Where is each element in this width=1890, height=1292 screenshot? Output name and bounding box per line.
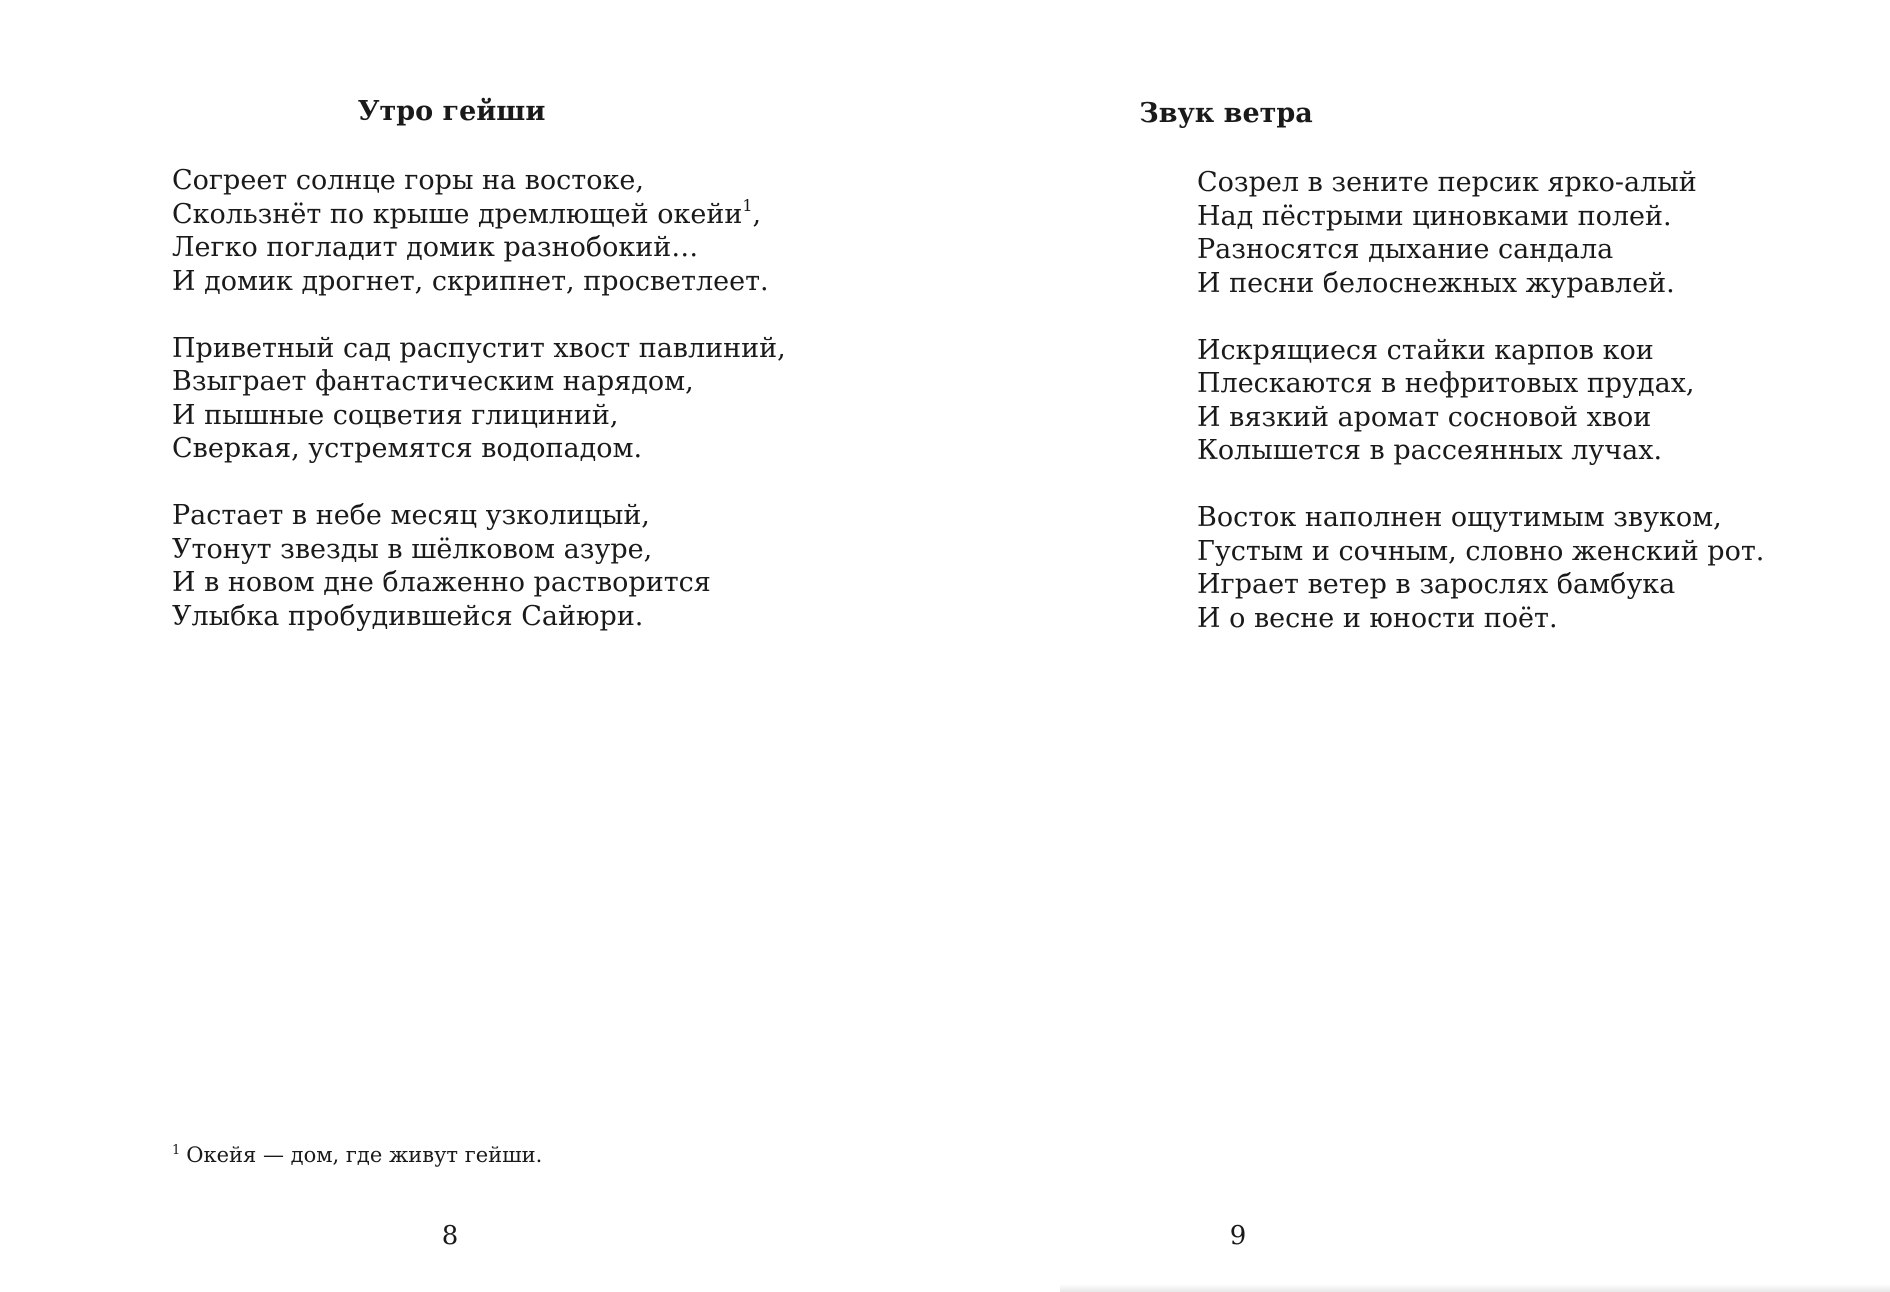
- poem-line: Легко погладит домик разнобокий…: [172, 232, 699, 263]
- right-page: [945, 0, 1890, 1292]
- stanza: [172, 332, 786, 466]
- footnote-marker: 1: [172, 1143, 181, 1158]
- poem-line: Восток наполнен ощутимым звуком,: [1197, 502, 1722, 533]
- stanza: [1197, 166, 1764, 300]
- page-edge-shadow: [1060, 1284, 1890, 1292]
- poem-line: Над пёстрыми циновками полей.: [1197, 200, 1672, 232]
- poem-line: Играет ветер в зарослях бамбука: [1197, 569, 1676, 600]
- poem-line-text: Скользнёт по крыше дремлющей окейи: [172, 198, 743, 230]
- stanza: [172, 164, 786, 298]
- poem-line: И песни белоснежных журавлей.: [1197, 267, 1675, 299]
- poem-line: Созрел в зените персик ярко-алый: [1197, 167, 1697, 198]
- poem-line: И вязкий аромат сосновой хвои: [1197, 401, 1652, 433]
- poem-line: Разносятся дыхание сандала: [1197, 234, 1614, 265]
- poem-line: Растает в небе месяц узколицый,: [172, 500, 650, 531]
- page-number: 8: [441, 1221, 459, 1251]
- poem-line: Приветный сад распустит хвост павлиний,: [172, 332, 786, 364]
- stanza: [1197, 334, 1764, 468]
- poem-line: И пышные соцветия глициний,: [172, 399, 619, 431]
- poem-line: И о весне и юности поёт.: [1197, 602, 1558, 634]
- poem-line: Утонут звезды в шёлковом азуре,: [172, 533, 653, 565]
- poem-line: Искрящиеся стайки карпов кои: [1197, 334, 1654, 366]
- stanza: [172, 499, 786, 633]
- poem-title: Утро гейши: [357, 96, 546, 127]
- stanza: [1197, 501, 1764, 635]
- poem-line: Густым и сочным, словно женский рот.: [1197, 535, 1765, 567]
- poem-line: Взыграет фантастическим нарядом,: [172, 366, 694, 397]
- poem-line: Сверкая, устремятся водопадом.: [172, 433, 643, 464]
- poem-line: И в новом дне блаженно растворится: [172, 567, 711, 598]
- footnote-text: Окейя — дом, где живут гейши.: [186, 1143, 543, 1167]
- poem-title: Звук ветра: [1139, 98, 1313, 129]
- poem-line-punctuation: ,: [752, 198, 762, 230]
- poem-line: И домик дрогнет, скрипнет, просветлеет.: [172, 265, 769, 297]
- footnote: [172, 1143, 542, 1167]
- poem-line: Согреет солнце горы на востоке,: [172, 165, 644, 196]
- poem-body: [1197, 166, 1764, 635]
- poem-line: [172, 195, 786, 232]
- poem-line: Колышется в рассеянных лучах.: [1197, 435, 1663, 466]
- page-number: 9: [1229, 1221, 1247, 1251]
- poem-line: Улыбка пробудившейся Сайюри.: [172, 600, 644, 632]
- footnote-reference: 1: [742, 195, 753, 215]
- poem-body: [172, 164, 786, 633]
- poem-line: Плескаются в нефритовых прудах,: [1197, 368, 1695, 399]
